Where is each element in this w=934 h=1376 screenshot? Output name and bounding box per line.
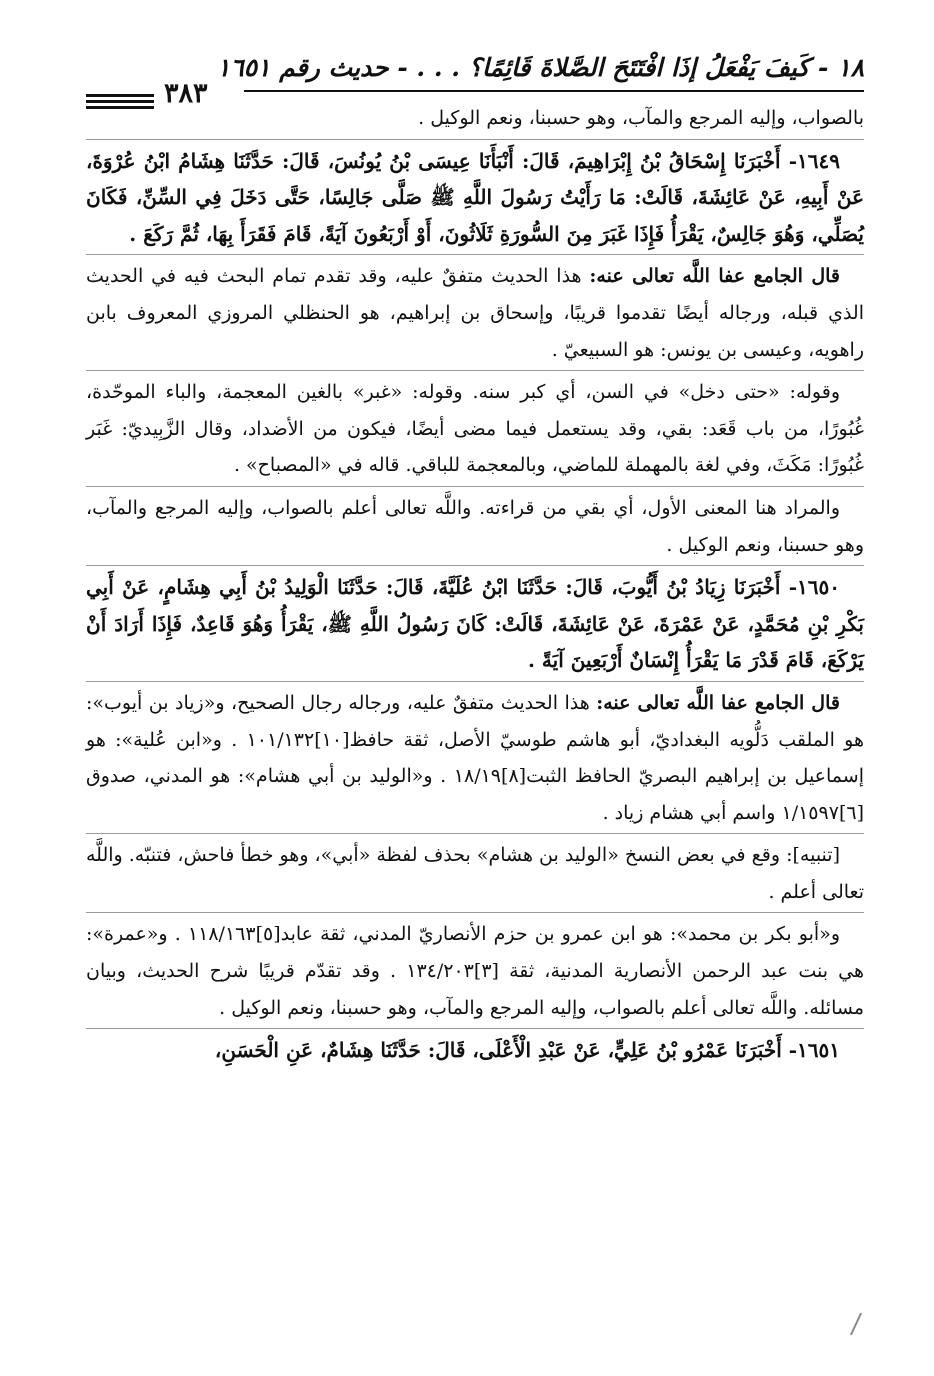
running-header	[86, 48, 864, 109]
hadith-1650: ١٦٥٠- أَخْبَرَنَا زِيَادُ بْنُ أَيُّوبَ، قَالَ: حَدَّثَنَا ابْنُ عُلَيَّةَ، قَالَ: حَدَّثَنَا الْوَلِيدُ بْنُ أَبِي هِشَامٍ، عَنْ أَبِي بَكْرِ بْنِ مُحَمَّدٍ، عَنْ عَمْرَةَ، عَنْ عَائِشَةَ، قَالَتْ: كَانَ رَسُولُ اللَّهِ ﷺ، يَقْرَأُ وَهُوَ قَاعِدٌ، فَإِذَا أَرَادَ أَنْ يَرْكَعَ، قَامَ قَدْرَ مَا يَقْرَأُ إِنْسَانٌ أَرْبَعِينَ آيَةً .	[86, 575, 864, 673]
commentary-paragraph	[86, 685, 864, 831]
jami-lead: قال الجامع عفا اللَّه تعالى عنه:	[589, 265, 840, 288]
book-page	[86, 48, 864, 1069]
hadith-1651: ١٦٥١- أَخْبَرَنَا عَمْرُو بْنُ عَلِيٍّ، عَنْ عَبْدِ الْأَعْلَى، قَالَ: حَدَّثَنَا هِشَامٌ، عَنِ الْحَسَنِ،	[214, 1038, 840, 1063]
separator	[86, 370, 864, 371]
hadith-1649: ١٦٤٩- أَخْبَرَنَا إِسْحَاقُ بْنُ إِبْرَاهِيمَ، قَالَ: أَنْبَأَنَا عِيسَى بْنُ يُونُسَ، قَالَ: حَدَّثَنَا هِشَامُ ابْنُ عُرْوَةَ، عَنْ أَبِيهِ، عَنْ عَائِشَةَ، قَالَتْ: مَا رَأَيْتُ رَسُولَ اللَّهِ ﷺ صَلَّى جَالِسًا، حَتَّى دَخَلَ فِي السِّنِّ، فَكَانَ يُصَلِّي، وَهُوَ جَالِسٌ، يَقْرَأُ فَإِذَا غَبَرَ مِنَ السُّورَةِ ثَلَاثُونَ، أَوْ أَرْبَعُونَ آيَةً، قَامَ فَقَرَأَ بِهَا، ثُمَّ رَكَعَ .	[86, 148, 864, 246]
commentary-text: هذا الحديث متفقٌ عليه، ورجاله رجال الصحيح، و«زياد بن أيوب»: هو الملقب دَلُّويه البغداديّ، أبو هاشم طوسيّ الأصل، ثقة حافظ[١٠]١٠١/١٣٢ . و«ابن عُلية»: هو إسماعيل بن إبراهيم البصريّ الحافظ الثبت[٨]١٨/١٩ . و«الوليد بن أبي هشام»: هو المدني، صدوق [٦]١/١٥٩٧ واسم أبي هشام زياد .	[86, 691, 864, 824]
note-paragraph: [تنبيه]: وقع في بعض النسخ «الوليد بن هشام» بحذف لفظة «أبي»، وهو خطأ فاحش، فتنبّه. واللَّه تعالى أعلم .	[86, 844, 864, 903]
paragraph: بالصواب، وإليه المرجع والمآب، وهو حسبنا، ونعم الوكيل .	[418, 107, 864, 129]
separator	[86, 565, 864, 566]
separator	[86, 139, 864, 140]
commentary-paragraph	[86, 258, 864, 368]
separator	[86, 912, 864, 913]
paragraph: وقوله: «حتى دخل» في السن، أي كبر سنه. وقوله: «غبر» بالغين المعجمة، والباء الموحّدة، غُبُورًا، من باب قَعَد: بقي، وقد يستعمل فيما مضى أيضًا، فيكون من الأضداد، وقال الزَّبِيديّ: غَبَر غُبُورًا: مَكَثَ، وفي لغة بالمهملة للماضي، وبالمعجمة للباقي. قاله في «المصباح» .	[86, 381, 864, 477]
decorative-rules	[86, 94, 154, 112]
jami-lead: قال الجامع عفا اللَّه تعالى عنه:	[596, 691, 840, 714]
page-number: ٣٨٣	[164, 78, 208, 109]
separator	[86, 486, 864, 487]
separator	[86, 681, 864, 682]
separator	[86, 254, 864, 255]
separator	[86, 833, 864, 834]
paragraph: و«أبو بكر بن محمد»: هو ابن عمرو بن حزم الأنصاريّ المدني، ثقة عابد[٥]١١٨/١٦٣ . و«عمرة»: هي بنت عبد الرحمن الأنصارية المدنية، ثقة [٣]١٣٤/٢٠٣ . وقد تقدّم قريبًا شرح الحديث، وبيان مسائله. واللَّه تعالى أعلم بالصواب، وإليه المرجع والمآب، وهو حسبنا، ونعم الوكيل .	[86, 923, 864, 1019]
separator	[86, 1028, 864, 1029]
page-body	[86, 100, 864, 1069]
paragraph: والمراد هنا المعنى الأول، أي بقي من قراءته. واللَّه تعالى أعلم بالصواب، وإليه المرجع والمآب، وهو حسبنا، ونعم الوكيل .	[86, 496, 864, 556]
header-rule	[244, 90, 864, 92]
commentary-text: هذا الحديث متفقٌ عليه، وقد تقدم تمام البحث فيه في الحديث الذي قبله، ورجاله أيضًا تقدموا قريبًا، وإسحاق بن إبراهيم، هو الحنظلي المروزي المعروف بابن راهويه، وعيسى بن يونس: هو السبيعيّ .	[86, 265, 865, 361]
scan-mark	[850, 1313, 862, 1336]
chapter-title: ١٨ - كَيفَ يَفْعَلُ إذَا افْتَتَحَ الصَّلاةَ قَائِمًا؟ . . . - حديث رقم ١٦٥١	[216, 53, 864, 82]
